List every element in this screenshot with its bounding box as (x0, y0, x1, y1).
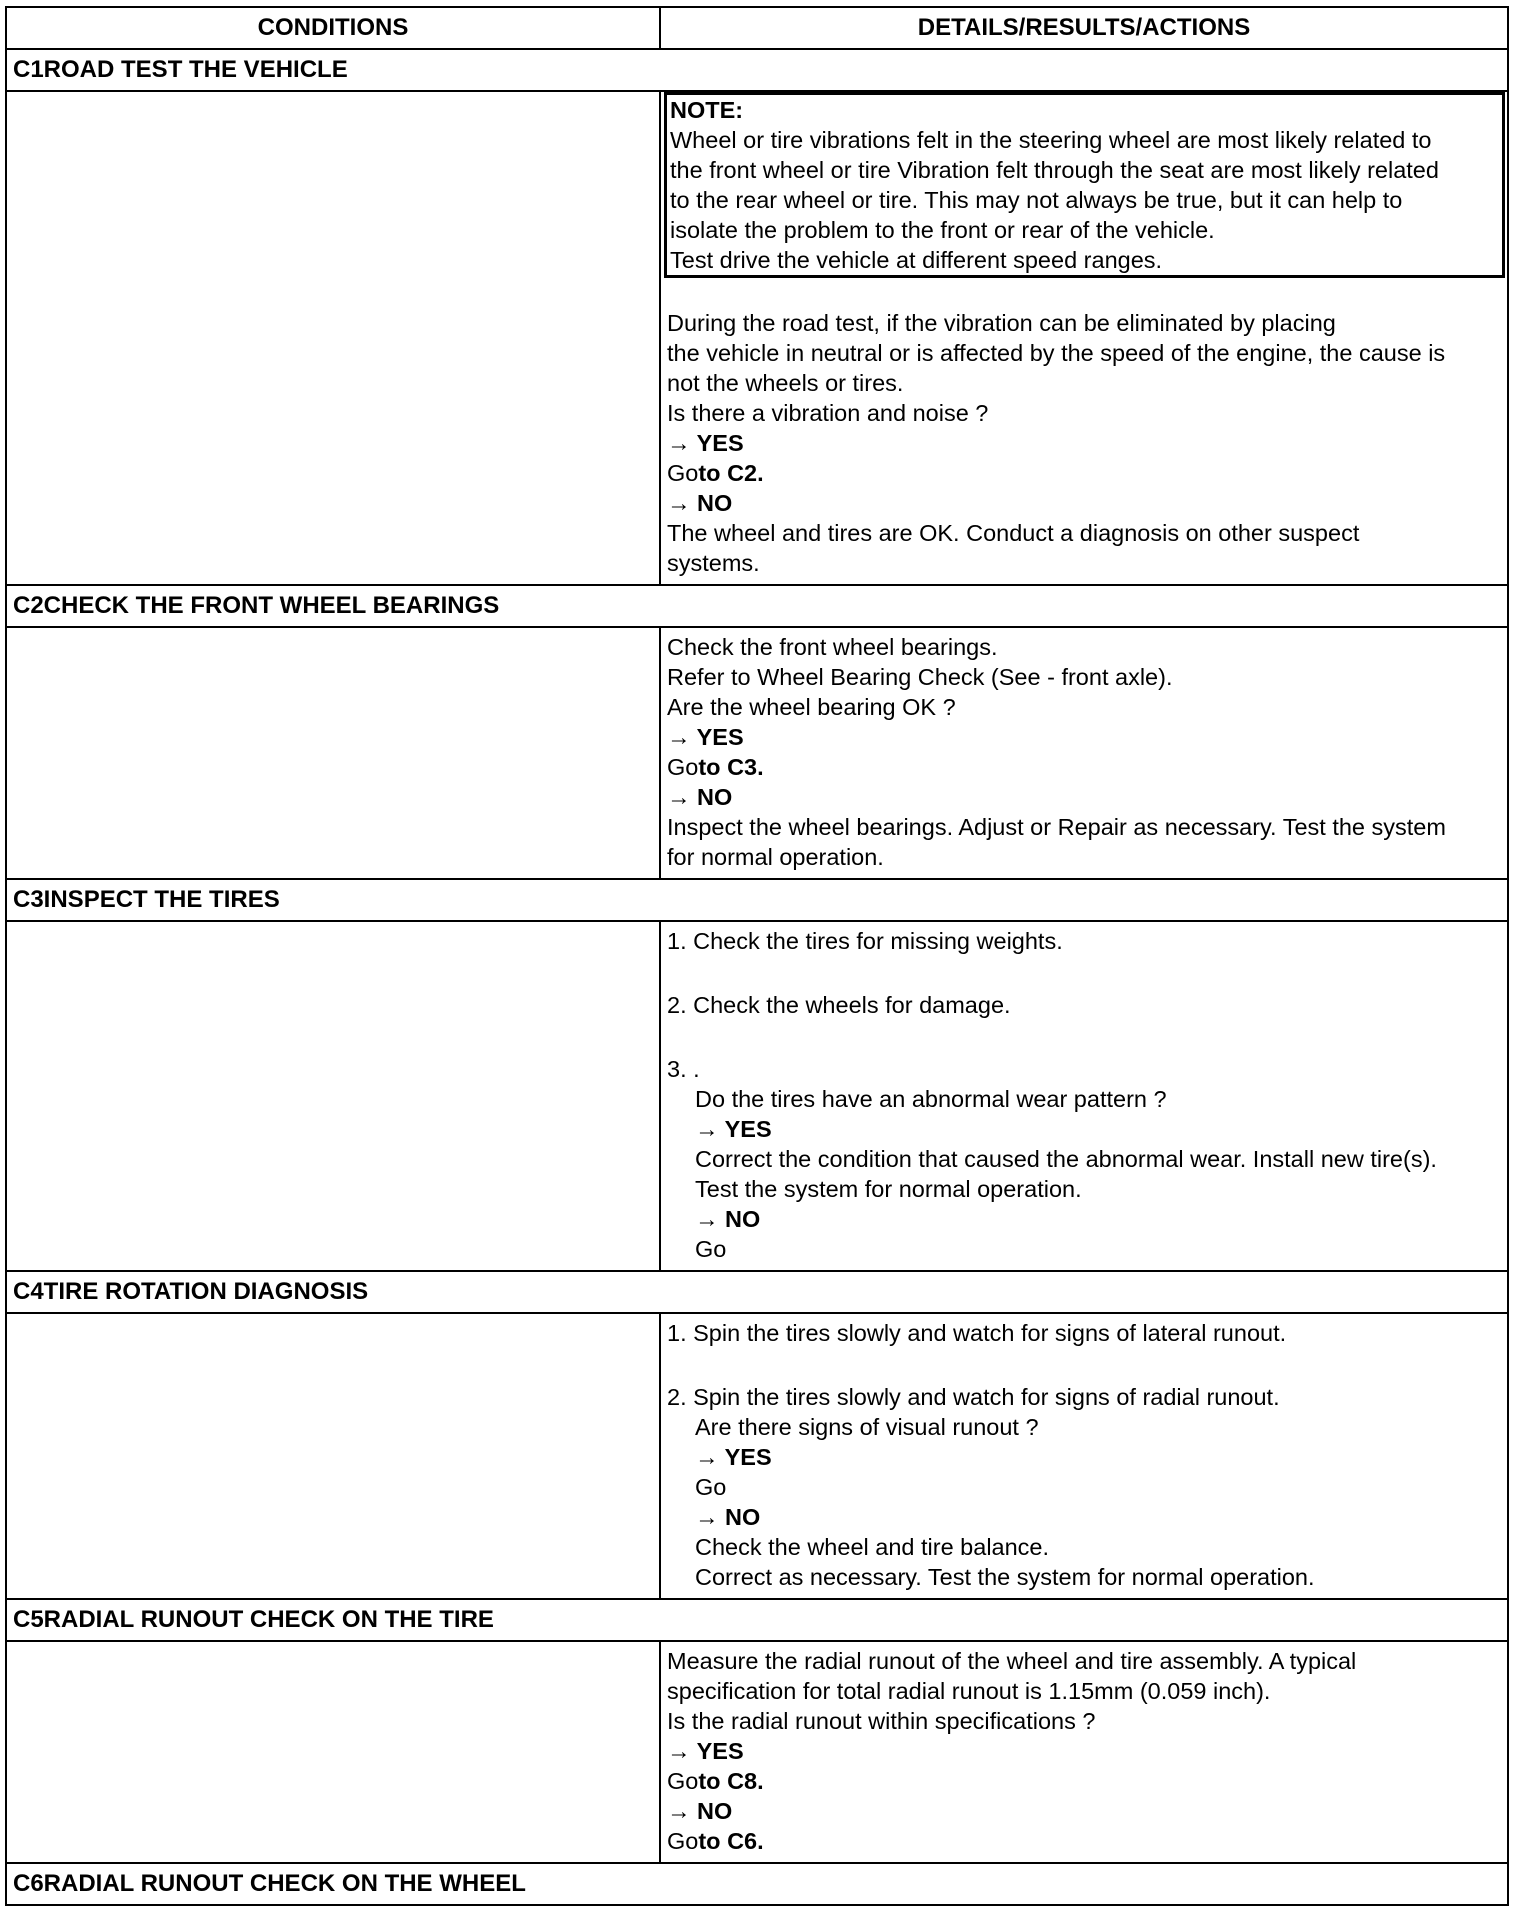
row-c2 (6, 627, 1508, 879)
step-1: 1. Spin the tires slowly and watch for signs of lateral runout. (667, 1320, 1287, 1346)
section-c6 (6, 1863, 1508, 1905)
diagnosis-table (5, 6, 1509, 1906)
no-label: → NO (667, 784, 733, 810)
no-line: for normal operation. (667, 844, 884, 870)
step-1: 1. Check the tires for missing weights. (667, 928, 1063, 954)
body-line: Measure the radial runout of the wheel and tire assembly. A typical (667, 1648, 1357, 1674)
header-row (6, 7, 1508, 49)
details-cell (660, 627, 1508, 879)
yes-goto: Go (695, 1474, 727, 1500)
section-title: C1ROAD TEST THE VEHICLE (6, 49, 1508, 91)
section-title: C5RADIAL RUNOUT CHECK ON THE TIRE (6, 1599, 1508, 1641)
section-c3 (6, 879, 1508, 921)
row-c5 (6, 1641, 1508, 1863)
no-label: → NO (695, 1504, 761, 1530)
yes-label: → YES (695, 1444, 772, 1470)
conditions-cell (6, 627, 660, 879)
question: Do the tires have an abnormal wear pattern ? (695, 1086, 1167, 1112)
yes-line: Correct the condition that caused the abnormal wear. Install new tire(s). (695, 1146, 1437, 1172)
step-2: 2. Spin the tires slowly and watch for signs of radial runout. (667, 1384, 1280, 1410)
body-line: Refer to Wheel Bearing Check (See - front axle). (667, 664, 1173, 690)
note-line: Test drive the vehicle at different speed ranges. (670, 247, 1163, 273)
note-label: NOTE: (670, 97, 744, 123)
question: Is there a vibration and noise ? (667, 400, 989, 426)
row-c1 (6, 91, 1508, 585)
section-c5 (6, 1599, 1508, 1641)
yes-label: → YES (667, 1738, 744, 1764)
note-line: to the rear wheel or tire. This may not always be true, but it can help to (670, 187, 1403, 213)
no-label: → NO (667, 1798, 733, 1824)
yes-line: Test the system for normal operation. (695, 1176, 1082, 1202)
no-goto: Goto C6. (667, 1828, 764, 1854)
body-line: the vehicle in neutral or is affected by the speed of the engine, the cause is (667, 340, 1446, 366)
section-title: C6RADIAL RUNOUT CHECK ON THE WHEEL (6, 1863, 1508, 1905)
no-line: The wheel and tires are OK. Conduct a diagnosis on other suspect (667, 520, 1360, 546)
details-cell (660, 91, 1508, 585)
body-line: During the road test, if the vibration can be eliminated by placing (667, 310, 1336, 336)
body-line: not the wheels or tires. (667, 370, 904, 396)
no-label: → NO (695, 1206, 761, 1232)
note-line: isolate the problem to the front or rear of the vehicle. (670, 217, 1215, 243)
section-c4 (6, 1271, 1508, 1313)
no-line: systems. (667, 550, 760, 576)
yes-label: → YES (667, 430, 744, 456)
question: Are there signs of visual runout ? (695, 1414, 1039, 1440)
no-goto: Go (695, 1236, 727, 1262)
header-details: DETAILS/RESULTS/ACTIONS (660, 7, 1508, 49)
conditions-cell (6, 921, 660, 1271)
conditions-cell (6, 91, 660, 585)
row-c3 (6, 921, 1508, 1271)
note-line: Wheel or tire vibrations felt in the steering wheel are most likely related to (670, 127, 1432, 153)
header-conditions: CONDITIONS (6, 7, 660, 49)
yes-label: → YES (667, 724, 744, 750)
section-title: C2CHECK THE FRONT WHEEL BEARINGS (6, 585, 1508, 627)
note-box (664, 92, 1505, 278)
row-c4 (6, 1313, 1508, 1599)
section-c2 (6, 585, 1508, 627)
section-title: C4TIRE ROTATION DIAGNOSIS (6, 1271, 1508, 1313)
question: Is the radial runout within specifications ? (667, 1708, 1096, 1734)
yes-goto: Goto C3. (667, 754, 764, 780)
step-3: 3. . (667, 1056, 700, 1082)
conditions-cell (6, 1313, 660, 1599)
no-line: Inspect the wheel bearings. Adjust or Repair as necessary. Test the system (667, 814, 1446, 840)
yes-label: → YES (695, 1116, 772, 1142)
section-title: C3INSPECT THE TIRES (6, 879, 1508, 921)
section-c1 (6, 49, 1508, 91)
body-line: specification for total radial runout is 1.15mm (0.059 inch). (667, 1678, 1271, 1704)
yes-goto: Goto C2. (667, 460, 764, 486)
no-label: → NO (667, 490, 733, 516)
no-line: Check the wheel and tire balance. (695, 1534, 1050, 1560)
conditions-cell (6, 1641, 660, 1863)
details-cell (660, 1313, 1508, 1599)
question: Are the wheel bearing OK ? (667, 694, 956, 720)
details-cell (660, 1641, 1508, 1863)
body-line: Check the front wheel bearings. (667, 634, 998, 660)
step-2: 2. Check the wheels for damage. (667, 992, 1011, 1018)
no-line: Correct as necessary. Test the system for normal operation. (695, 1564, 1315, 1590)
yes-goto: Goto C8. (667, 1768, 764, 1794)
note-line: the front wheel or tire Vibration felt through the seat are most likely related (670, 157, 1439, 183)
details-cell (660, 921, 1508, 1271)
